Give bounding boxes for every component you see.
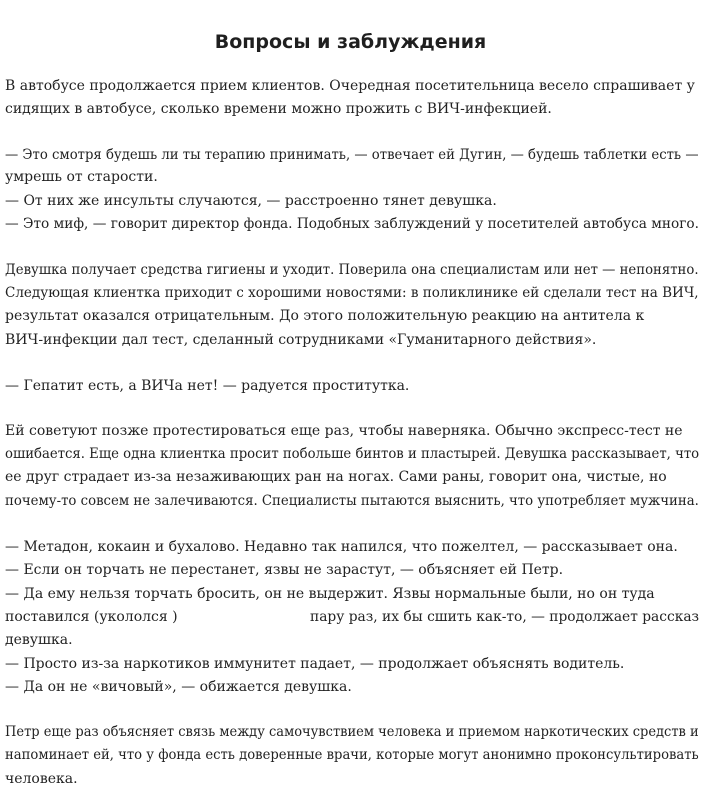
paragraph-line: Следующая клиентка приходит с хорошими новостями: в поликлинике ей сделали тест на ВИЧ,	[5, 285, 699, 301]
paragraph-line: Девушка получает средства гигиены и уходит. Поверила она специалистам или нет — непонятно.	[5, 262, 699, 278]
paragraph-line: — Да ему нельзя торчать бросить, он не выдержит. Язвы нормальные были, но он туда	[5, 586, 655, 602]
paragraph-line: Ей советуют позже протестироваться еще раз, чтобы наверняка. Обычно экспресс-тест не	[5, 423, 683, 439]
paragraph-line: результат оказался отрицательным. До этого положительную реакцию на антитела к	[5, 308, 645, 324]
paragraph-line: ее друг страдает из-за незаживающих ран на ногах. Сами раны, говорит она, чистые, но	[5, 469, 667, 485]
paragraph-line: человека.	[5, 771, 78, 787]
paragraph-line: — Это миф, — говорит директор фонда. Подобных заблуждений у посетителей автобуса много.	[5, 216, 699, 232]
paragraph-line: — Метадон, кокаин и бухалово. Недавно так напился, что пожелтел, — рассказывает она.	[5, 539, 678, 555]
paragraph-line: — Это смотря будешь ли ты терапию принимать, — отвечает ей Дугин, — будешь таблетки есть —	[5, 147, 699, 163]
paragraph-line: ВИЧ-инфекции дал тест, сделанный сотрудниками «Гуманитарного действия».	[5, 332, 597, 348]
paragraph-line: девушка.	[5, 632, 73, 648]
paragraph-line: Петр еще раз объясняет связь между самочувствием человека и приемом наркотических средств и	[5, 724, 699, 740]
paragraph-line: умрешь от старости.	[5, 169, 158, 185]
paragraph-line: почему-то совсем не залечиваются. Специалисты пытаются выяснить, что употребляет мужчина.	[5, 493, 699, 509]
paragraph-line: — Да он не «вичовый», — обижается девушка.	[5, 679, 352, 695]
article-title: Вопросы и заблуждения	[214, 31, 487, 53]
paragraph-line: поставился (укололся )	[5, 609, 178, 625]
paragraph-line: В автобусе продолжается прием клиентов. Очередная посетительница весело спрашивает у	[5, 78, 695, 94]
paragraph-line: — Гепатит есть, а ВИЧа нет! — радуется проститутка.	[5, 378, 410, 394]
paragraph-line: — Если он торчать не перестанет, язвы не зарастут, — объясняет ей Петр.	[5, 562, 564, 578]
paragraph-line: ошибается. Еще одна клиентка просит побольше бинтов и пластырей. Девушка рассказывает, что	[5, 446, 700, 462]
paragraph-line: напоминает ей, что у фонда есть доверенные врачи, которые могут анонимно проконсультировать	[5, 747, 699, 763]
paragraph-line: — От них же инсульты случаются, — расстроенно тянет девушка.	[5, 193, 497, 209]
paragraph-line: — Просто из-за наркотиков иммунитет падает, — продолжает объяснять водитель.	[5, 656, 625, 672]
paragraph-line: сидящих в автобусе, сколько времени можно прожить с ВИЧ-инфекцией.	[5, 101, 552, 117]
paragraph-line-continuation: пару раз, их бы сшить как-то, — продолжает рассказ	[310, 609, 700, 625]
